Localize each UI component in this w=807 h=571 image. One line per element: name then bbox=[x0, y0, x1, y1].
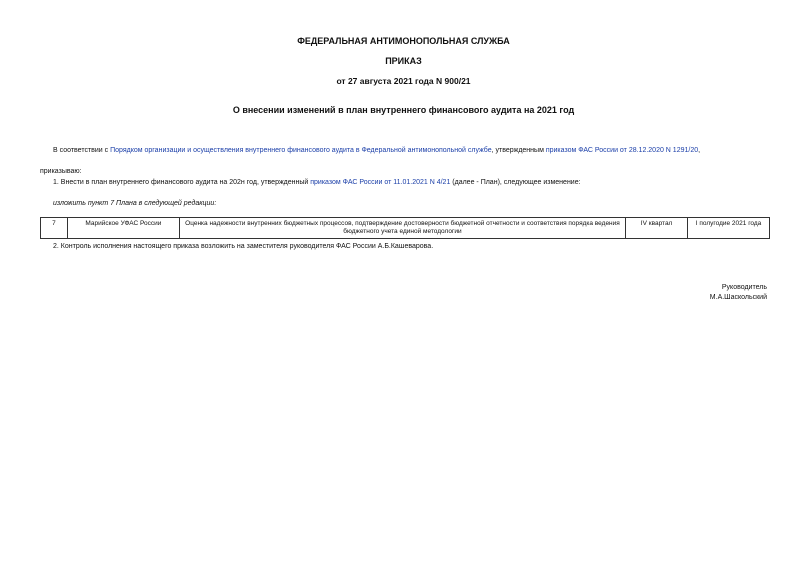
cell-period: IV квартал bbox=[626, 218, 688, 239]
item-1 bbox=[53, 178, 581, 187]
cell-subject: Оценка надежности внутренних бюджетных процессов, подтверждение достоверности бюджетной отчетности и соответствия порядка ведения бюджетного учета единой методологии bbox=[179, 218, 625, 239]
intro-paragraph bbox=[53, 146, 700, 155]
cell-office: Марийское УФАС России bbox=[67, 218, 179, 239]
item-1-prefix: 1. Внести в план внутреннего финансового аудита на 202н год, утвержденный bbox=[53, 179, 311, 186]
agency-name: ФЕДЕРАЛЬНАЯ АНТИМОНОПОЛЬНАЯ СЛУЖБА bbox=[297, 36, 510, 46]
item-1-sub: изложить пункт 7 Плана в следующей редакции: bbox=[53, 200, 217, 207]
intro-middle: , утвержденным bbox=[491, 147, 546, 154]
order-word: приказываю: bbox=[40, 168, 82, 175]
doc-date-number: от 27 августа 2021 года N 900/21 bbox=[336, 76, 471, 86]
item-1-suffix: (далее - План), следующее изменение: bbox=[450, 179, 581, 186]
cell-num: 7 bbox=[41, 218, 68, 239]
plan-table bbox=[40, 217, 770, 239]
signature-name: М.А.Шаскольский bbox=[709, 294, 767, 301]
cell-audited-period: I полугодие 2021 года bbox=[688, 218, 770, 239]
order-1291-link[interactable]: приказом ФАС России от 28.12.2020 N 1291/20 bbox=[545, 147, 699, 154]
doc-title: О внесении изменений в план внутреннего финансового аудита на 2021 год bbox=[232, 105, 575, 115]
table-row bbox=[41, 218, 770, 239]
intro-suffix: , bbox=[698, 147, 701, 154]
procedure-link[interactable]: Порядком организации и осуществления внутреннего финансового аудита в Федеральной антимонопольной службе bbox=[110, 147, 492, 154]
doc-type: ПРИКАЗ bbox=[385, 56, 422, 66]
signature-position: Руководитель bbox=[721, 284, 767, 291]
order-4-link[interactable]: приказом ФАС России от 11.01.2021 N 4/21 bbox=[310, 179, 451, 186]
item-2: 2. Контроль исполнения настоящего приказа возложить на заместителя руководителя ФАС России А.Б.Кашеварова. bbox=[53, 243, 434, 250]
intro-prefix: В соответствии с bbox=[53, 147, 111, 154]
